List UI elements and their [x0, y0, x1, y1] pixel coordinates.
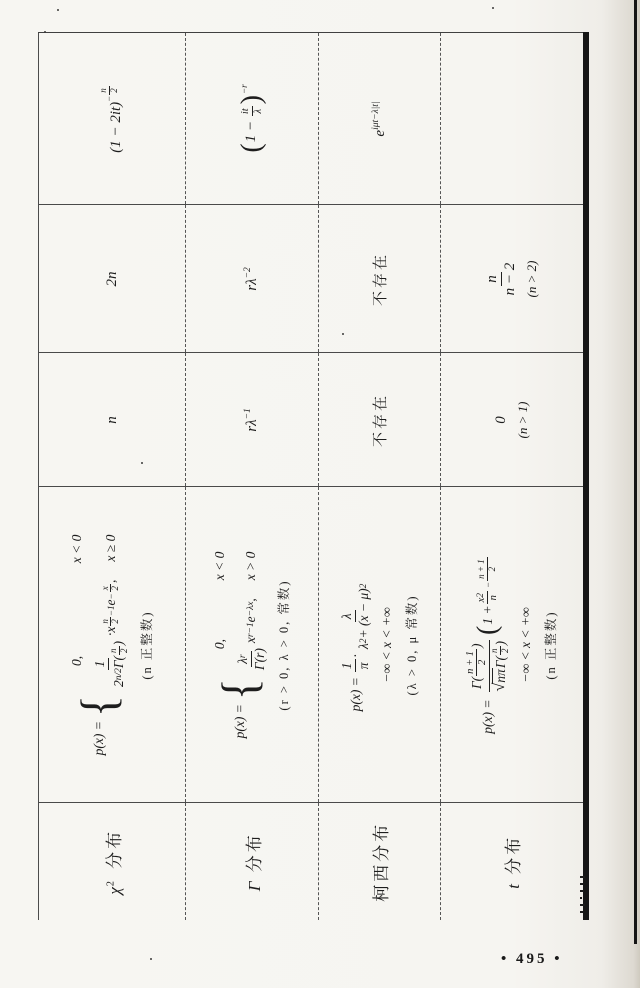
- fraction: [339, 581, 371, 652]
- math-token: n: [107, 648, 118, 653]
- math-token: λ: [356, 643, 371, 650]
- math-token: n − 2: [501, 262, 518, 296]
- math-token: Γ: [244, 880, 264, 892]
- cell-mean-t: [441, 353, 586, 487]
- cell-variance-t: [441, 205, 586, 353]
- cell-variance-chi-square: [39, 205, 186, 353]
- fraction: [235, 645, 267, 673]
- edge-smudge-marks: [580, 876, 585, 913]
- math-token: x < 0: [69, 534, 85, 564]
- math-token: 2: [111, 680, 127, 688]
- exponent: − x 2: [99, 585, 121, 600]
- page-edge-shadow: [634, 0, 637, 944]
- scan-speck: [57, 9, 59, 11]
- row-gamma-distribution: [186, 33, 319, 920]
- fraction-numerator: λ r: [235, 651, 252, 667]
- cell-charfunc-cauchy: [319, 33, 441, 205]
- math-token: 0,: [69, 655, 85, 667]
- math-token: 2: [108, 88, 119, 93]
- charfunc-formula: [372, 101, 388, 136]
- mean-value: 不存在: [373, 393, 389, 448]
- density-formula-cauchy: [339, 494, 371, 797]
- math-token: x: [102, 626, 118, 633]
- distribution-name: [372, 822, 391, 902]
- case-row: [235, 552, 267, 676]
- variance-value: [484, 212, 520, 347]
- math-token: x ≥ 0: [102, 534, 118, 562]
- density-note: (n 正整数): [139, 610, 154, 680]
- math-token: ·: [347, 654, 363, 658]
- distribution-name: [105, 829, 124, 895]
- fraction-denominator: 2 n/2 Γ( n 2 ): [107, 640, 129, 688]
- math-token: π: [356, 662, 371, 670]
- exponent: iμt−λ|t|: [370, 101, 381, 130]
- cell-density-t: [441, 487, 586, 803]
- cell-variance-cauchy: [319, 205, 441, 353]
- charfunc-formula: [97, 85, 125, 153]
- cell-name-cauchy: [319, 803, 441, 920]
- small-fraction: [99, 86, 120, 95]
- density-formula-t: p(x) = Γ( n + 1 2 ) √ nπ Γ( n 2 ) ( 1 + x 2 n − n + 1 2: [465, 494, 511, 797]
- math-token: x: [99, 586, 110, 591]
- variance-value: [244, 267, 260, 291]
- math-token: Γ(r): [251, 648, 267, 671]
- small-fraction: [465, 649, 489, 676]
- math-token: ): [469, 643, 485, 648]
- math-token: 1 +: [479, 605, 495, 625]
- fraction: [465, 638, 511, 694]
- math-token: p(x) =: [231, 704, 247, 739]
- fraction: [92, 638, 129, 690]
- math-token: χ: [104, 886, 124, 895]
- math-token: + (x − μ): [356, 588, 371, 639]
- density-note: (n 正整数): [543, 610, 558, 680]
- cell-charfunc-gamma: [186, 33, 319, 205]
- charfunc-formula: (1 − it λ ) $^{-r}$: [236, 84, 267, 153]
- math-token: ·: [102, 632, 118, 636]
- case-row: [92, 535, 129, 692]
- math-token: 2: [487, 566, 498, 572]
- math-token: Γ(: [111, 655, 127, 669]
- math-token: e: [102, 599, 118, 606]
- cell-charfunc-t: [441, 33, 586, 205]
- distribution-name-text: 分布: [104, 828, 124, 869]
- math-token: λ: [252, 108, 264, 114]
- math-token: Γ(: [469, 676, 485, 689]
- math-token: 2: [499, 648, 510, 653]
- fraction-numerator: [465, 640, 490, 692]
- scan-speck: [141, 462, 143, 464]
- exponent: − n + 1 2: [476, 559, 498, 588]
- math-token: it: [239, 108, 251, 115]
- math-token: −2: [243, 267, 253, 279]
- math-token: rλ: [244, 419, 260, 432]
- small-fraction: [476, 591, 500, 604]
- math-token: 1 −: [243, 120, 260, 143]
- math-token: 2: [118, 648, 129, 653]
- density-note: (r > 0, λ > 0, 常数): [277, 579, 292, 711]
- math-token: ,: [102, 579, 118, 583]
- math-token: n: [484, 272, 502, 286]
- case-expression: λ r Γ(r) x r−1 e −λx ,: [235, 598, 267, 675]
- math-token: p(x) =: [479, 699, 495, 734]
- exponent: n 2 −1: [99, 605, 121, 624]
- density-formula-gamma: p(x) = { 0, x < 0 λ r Γ(r) x r−1 e −λx , x > 0: [211, 551, 267, 739]
- math-token: n: [488, 595, 500, 601]
- math-token: x < 0: [211, 551, 227, 581]
- rotated-table-wrapper: [38, 33, 585, 920]
- math-token: x > 0: [243, 551, 258, 581]
- math-token: Γ(: [492, 655, 508, 669]
- cell-mean-cauchy: [319, 353, 441, 487]
- distribution-name-text: 分布: [244, 832, 264, 873]
- scan-speck: [44, 31, 46, 33]
- math-token: −1: [243, 408, 253, 420]
- math-token: n: [488, 648, 499, 653]
- row-cauchy-distribution: [319, 33, 441, 920]
- math-token: λ: [234, 658, 250, 664]
- small-fraction: [101, 584, 122, 593]
- math-token: e: [243, 616, 258, 623]
- distribution-name: [504, 835, 523, 889]
- density-range: −∞ < x < +∞: [378, 607, 394, 683]
- cell-density-gamma: [186, 487, 319, 803]
- cell-density-chi-square: [39, 487, 186, 803]
- piecewise-cases: [212, 552, 267, 676]
- math-token: ): [111, 640, 127, 646]
- fraction-denominator: [490, 638, 511, 694]
- variance-value: 2n: [104, 271, 120, 287]
- cell-variance-gamma: [186, 205, 319, 353]
- distribution-name-text: 分布: [504, 834, 524, 875]
- math-token: 2: [110, 585, 121, 591]
- distribution-name: [245, 832, 264, 891]
- math-token: 2: [477, 659, 489, 666]
- math-token: n + 1: [476, 559, 487, 579]
- exponent: − n 2: [97, 88, 119, 102]
- case-expression: [92, 580, 129, 692]
- cell-charfunc-chi-square: [39, 33, 186, 205]
- scan-speck: [150, 958, 152, 960]
- distribution-name-text: 柯西: [372, 861, 391, 902]
- mean-condition: (n > 1): [514, 401, 530, 439]
- cell-mean-chi-square: [39, 353, 186, 487]
- math-token: 0,: [211, 638, 227, 650]
- math-token: e: [371, 129, 388, 137]
- math-token: 1: [92, 658, 109, 671]
- piecewise-cases: [69, 535, 129, 692]
- small-fraction: [240, 106, 264, 116]
- fraction: [339, 659, 371, 672]
- small-fraction: [477, 557, 498, 581]
- row-chi-square-distribution: [39, 33, 186, 920]
- math-token: x: [475, 597, 487, 603]
- mean-value: n: [104, 416, 120, 424]
- page-number: • 495 •: [501, 951, 563, 967]
- distribution-name-text: 分布: [372, 821, 391, 862]
- mean-value: [244, 408, 260, 432]
- math-token: rλ: [244, 278, 260, 291]
- small-fraction: [490, 646, 511, 655]
- math-token: nπ: [493, 669, 509, 683]
- case-row: [212, 552, 228, 676]
- distribution-table: [38, 33, 589, 921]
- density-range: −∞ < x < +∞: [517, 607, 533, 683]
- cell-name-t: [441, 803, 586, 920]
- scan-speck: [492, 7, 494, 9]
- math-token: p(x) =: [91, 721, 107, 756]
- cell-name-gamma: [186, 803, 319, 920]
- math-token: λ: [339, 610, 356, 622]
- small-fraction: [101, 617, 122, 626]
- math-token: n: [97, 88, 108, 93]
- math-token: ): [492, 640, 508, 646]
- math-token: t: [504, 883, 524, 889]
- math-token: 2: [110, 619, 121, 624]
- mean-value: 0: [492, 416, 509, 424]
- math-token: ,: [243, 598, 258, 602]
- small-fraction: [109, 646, 130, 655]
- math-token: (1 − 2it): [108, 101, 125, 153]
- fraction: [484, 260, 520, 299]
- math-token: 1: [339, 659, 356, 672]
- math-token: x: [243, 637, 258, 644]
- density-formula-chi-square: p(x) = { 0, x < 0 1 2 n/2 Γ( n 2 ) · x n 2 −1 e − x 2 , x ≥ 0: [69, 534, 129, 756]
- math-token: 2: [104, 877, 116, 887]
- case-row: [69, 535, 85, 692]
- cell-density-cauchy: [319, 487, 441, 803]
- row-t-distribution: [441, 33, 586, 920]
- cell-mean-gamma: [186, 353, 319, 487]
- variance-value: 不存在: [373, 252, 389, 307]
- math-token: p(x) =: [347, 677, 363, 712]
- fraction-numerator: x 2: [475, 592, 487, 603]
- big-paren: ): [236, 94, 267, 105]
- math-token: n + 1: [464, 650, 476, 674]
- big-paren: (: [236, 143, 267, 153]
- scan-speck: [342, 333, 344, 335]
- variance-condition: (n > 2): [524, 260, 539, 298]
- cell-name-chi-square: [39, 803, 186, 920]
- density-note: (λ > 0, μ 常数): [404, 594, 419, 696]
- fraction-denominator: λ 2 + (x − μ) 2: [356, 583, 371, 650]
- sqrt-icon: √: [491, 682, 509, 692]
- math-token: n: [99, 619, 110, 624]
